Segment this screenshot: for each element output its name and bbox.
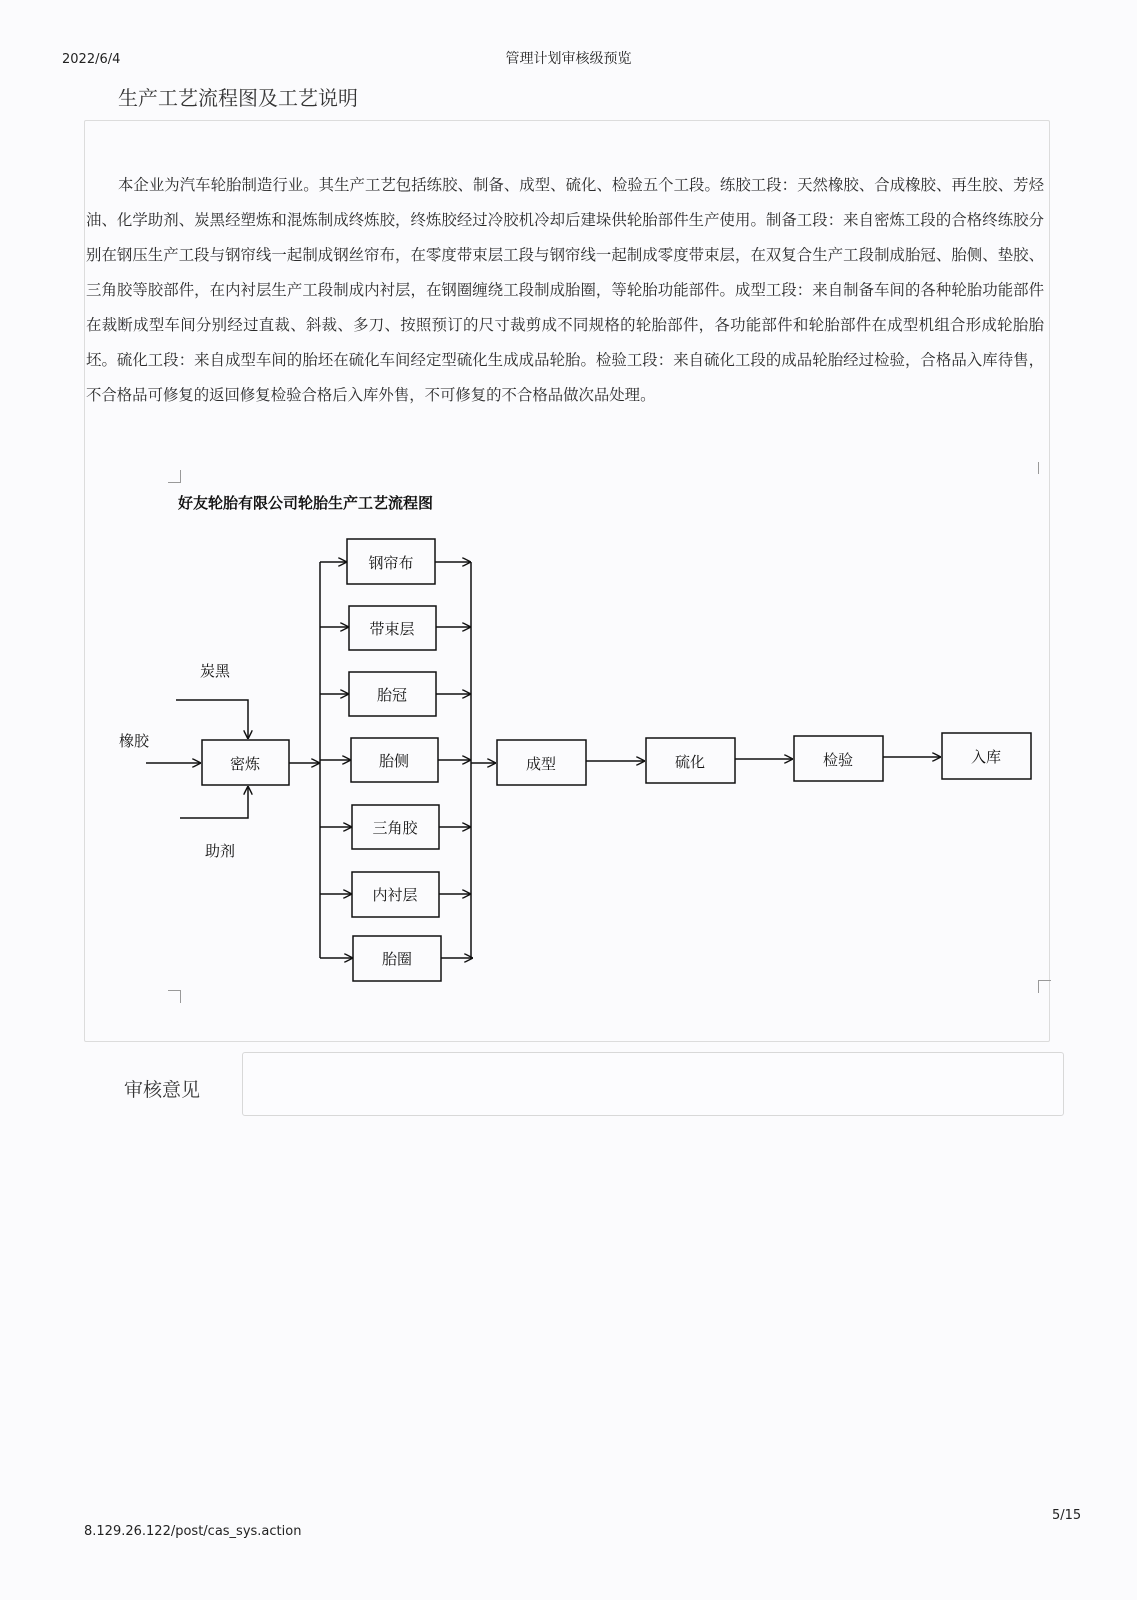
stage-vulcanize-label: 硫化 (674, 753, 706, 771)
footer-url: 8.129.26.122/post/cas_sys.action (84, 1524, 302, 1539)
component-row (320, 805, 471, 849)
carbon-black-arrow (176, 700, 248, 739)
process-description: 本企业为汽车轮胎制造行业。其生产工艺包括练胶、制备、成型、硫化、检验五个工段。练胶工段：天然橡胶、合成橡胶、再生胶、芳烃油、化学助剂、炭黑经塑炼和混炼制成终炼胶，终炼胶经过冷胶机冷却后建垛供轮胎部件生产使用。制备工段：来自密炼工段的合格终练胶分别在钢压生产工段与钢帘线一起制成钢丝帘布，在零度带束层工段与钢帘线一起制成零度带束层，在双复合生产工段制成胎冠、胎侧、垫胶、三角胶等胶部件，在内衬层生产工段制成内衬层，在钢圈缠绕工段制成胎圈，等轮胎功能部件。成型工段：来自制备车间的各种轮胎功能部件在裁断成型车间分别经过直裁、斜裁、多刀、按照预订的尺寸裁剪成不同规格的轮胎部件，各功能部件和轮胎部件在成型机组合形成轮胎胎坯。硫化工段：来自成型车间的胎坯在硫化车间经定型硫化生成成品轮胎。检验工段：来自硫化工段的成品轮胎经过检验，合格品入库待售，不合格品可修复的返回修复检验合格后入库外售，不可修复的不合格品做次品处理。 (86, 176, 1044, 404)
stage-storage-label: 入库 (970, 748, 1002, 766)
mixer-label: 密炼 (229, 755, 261, 773)
print-date: 2022/6/4 (62, 52, 121, 67)
component-row (320, 672, 471, 716)
stage-forming-label: 成型 (525, 755, 557, 773)
component-label: 带束层 (369, 620, 415, 638)
page-header-title: 管理计划审核级预览 (505, 51, 632, 67)
component-row (320, 539, 471, 584)
section-title: 生产工艺流程图及工艺说明 (118, 86, 358, 110)
component-label: 内衬层 (372, 886, 418, 904)
component-row (320, 606, 471, 650)
page-number: 5/15 (1052, 1508, 1082, 1523)
component-row (320, 738, 471, 782)
component-label: 胎侧 (378, 752, 410, 770)
input-additive-label: 助剂 (205, 842, 236, 860)
input-carbon-black-label: 炭黑 (200, 662, 231, 680)
component-label: 三角胶 (372, 819, 418, 837)
stage-inspect-label: 检验 (822, 751, 854, 769)
diagram-title: 好友轮胎有限公司轮胎生产工艺流程图 (178, 494, 434, 512)
component-row (320, 936, 473, 981)
component-label: 钢帘布 (368, 554, 414, 572)
additive-arrow (180, 786, 248, 818)
component-label: 胎圈 (381, 950, 413, 968)
component-label: 胎冠 (376, 686, 408, 704)
review-opinion-label: 审核意见 (124, 1079, 201, 1101)
component-row (320, 872, 471, 917)
review-opinion-field[interactable] (242, 1052, 1064, 1116)
input-rubber-label: 橡胶 (119, 732, 150, 750)
